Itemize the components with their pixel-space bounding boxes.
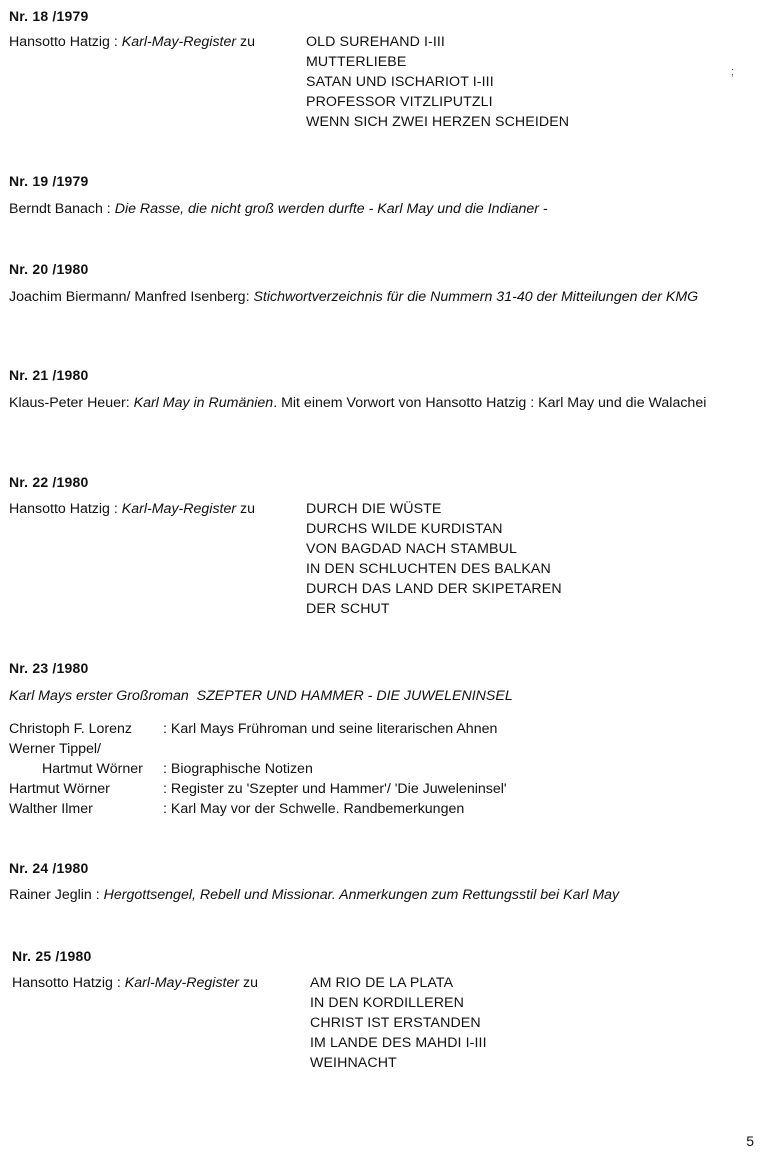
- entry-author-line: [9, 201, 548, 217]
- entry-title: Die Rasse, die nicht groß werden durfte - Karl May und die Indianer -: [114, 201, 548, 217]
- contribution-title: : Register zu 'Szepter und Hammer'/ 'Die Juweleninsel': [163, 781, 507, 797]
- register-item: DURCH DAS LAND DER SKIPETAREN: [306, 581, 562, 597]
- register-item: AM RIO DE LA PLATA: [310, 975, 454, 991]
- entry-author: Hansotto Hatzig :: [12, 975, 121, 991]
- contribution-author: Hartmut Wörner: [42, 761, 143, 777]
- register-item: IN DEN SCHLUCHTEN DES BALKAN: [306, 561, 551, 577]
- contribution-author: Christoph F. Lorenz: [9, 721, 133, 737]
- entry-number: Nr. 23 /1980: [9, 660, 89, 676]
- register-item: PROFESSOR VITZLIPUTZLI: [306, 94, 493, 110]
- page-number: 5: [746, 1133, 754, 1149]
- entry-author-line: [9, 887, 619, 903]
- entry-title: Karl-May-Register: [121, 34, 237, 50]
- entry-zu: zu: [240, 501, 256, 517]
- contribution-author: Werner Tippel/: [9, 741, 101, 757]
- entry-zu: zu: [240, 34, 256, 50]
- entry-number: Nr. 22 /1980: [9, 474, 89, 490]
- register-item: IN DEN KORDILLEREN: [310, 995, 464, 1011]
- entry-subtitle: Karl Mays erster Großroman SZEPTER UND HAMMER - DIE JUWELENINSEL: [9, 688, 513, 704]
- register-item: DURCHS WILDE KURDISTAN: [306, 521, 503, 537]
- register-item: WENN SICH ZWEI HERZEN SCHEIDEN: [306, 114, 570, 130]
- entry-author-line: [12, 975, 258, 991]
- register-item: IM LANDE DES MAHDI I-III: [310, 1035, 487, 1051]
- register-item: OLD SUREHAND I-III: [306, 34, 445, 50]
- register-item: CHRIST IST ERSTANDEN: [310, 1015, 481, 1031]
- register-item: VON BAGDAD NACH STAMBUL: [306, 541, 517, 557]
- contribution-title: : Karl May vor der Schwelle. Randbemerkungen: [163, 801, 465, 817]
- entry-number: Nr. 21 /1980: [9, 367, 89, 383]
- entry-author: Hansotto Hatzig :: [9, 34, 118, 50]
- entry-zu: zu: [243, 975, 259, 991]
- entry-number: Nr. 25 /1980: [12, 948, 92, 964]
- entry-author: Berndt Banach :: [9, 201, 111, 217]
- register-item: DER SCHUT: [306, 601, 390, 617]
- register-item: WEIHNACHT: [310, 1055, 397, 1071]
- contribution-author: Walther Ilmer: [9, 801, 93, 817]
- entry-author-line: [9, 34, 255, 50]
- contribution-title: : Karl Mays Frühroman und seine literarischen Ahnen: [163, 721, 498, 737]
- entry-title: Karl-May-Register: [121, 501, 237, 517]
- entry-number: Nr. 20 /1980: [9, 261, 89, 277]
- entry-title: Hergottsengel, Rebell und Missionar. Anmerkungen zum Rettungsstil bei Karl May: [103, 887, 620, 903]
- entry-author: Hansotto Hatzig :: [9, 501, 118, 517]
- entry-author-line: [9, 501, 255, 517]
- register-item: DURCH DIE WÜSTE: [306, 501, 442, 517]
- entry-rest: . Mit einem Vorwort von Hansotto Hatzig : Karl May und die Walachei: [273, 395, 707, 411]
- entry-paragraph: [9, 393, 757, 413]
- margin-mark: ;: [731, 66, 735, 78]
- entry-author: Joachim Biermann/ Manfred Isenberg:: [9, 289, 250, 305]
- entry-author: Rainer Jeglin :: [9, 887, 100, 903]
- contribution-title: : Biographische Notizen: [163, 761, 313, 777]
- entry-title: Karl-May-Register: [124, 975, 240, 991]
- entry-number: Nr. 24 /1980: [9, 860, 89, 876]
- entry-number: Nr. 19 /1979: [9, 173, 89, 189]
- contribution-author: Hartmut Wörner: [9, 781, 110, 797]
- entry-number: Nr. 18 /1979: [9, 8, 89, 24]
- entry-paragraph: [9, 287, 757, 307]
- entry-title: Stichwortverzeichnis für die Nummern 31-40 der Mitteilungen der KMG: [253, 289, 699, 305]
- entry-title: Karl May in Rumänien: [133, 395, 274, 411]
- register-item: MUTTERLIEBE: [306, 54, 407, 70]
- entry-author: Klaus-Peter Heuer:: [9, 395, 130, 411]
- register-item: SATAN UND ISCHARIOT I-III: [306, 74, 494, 90]
